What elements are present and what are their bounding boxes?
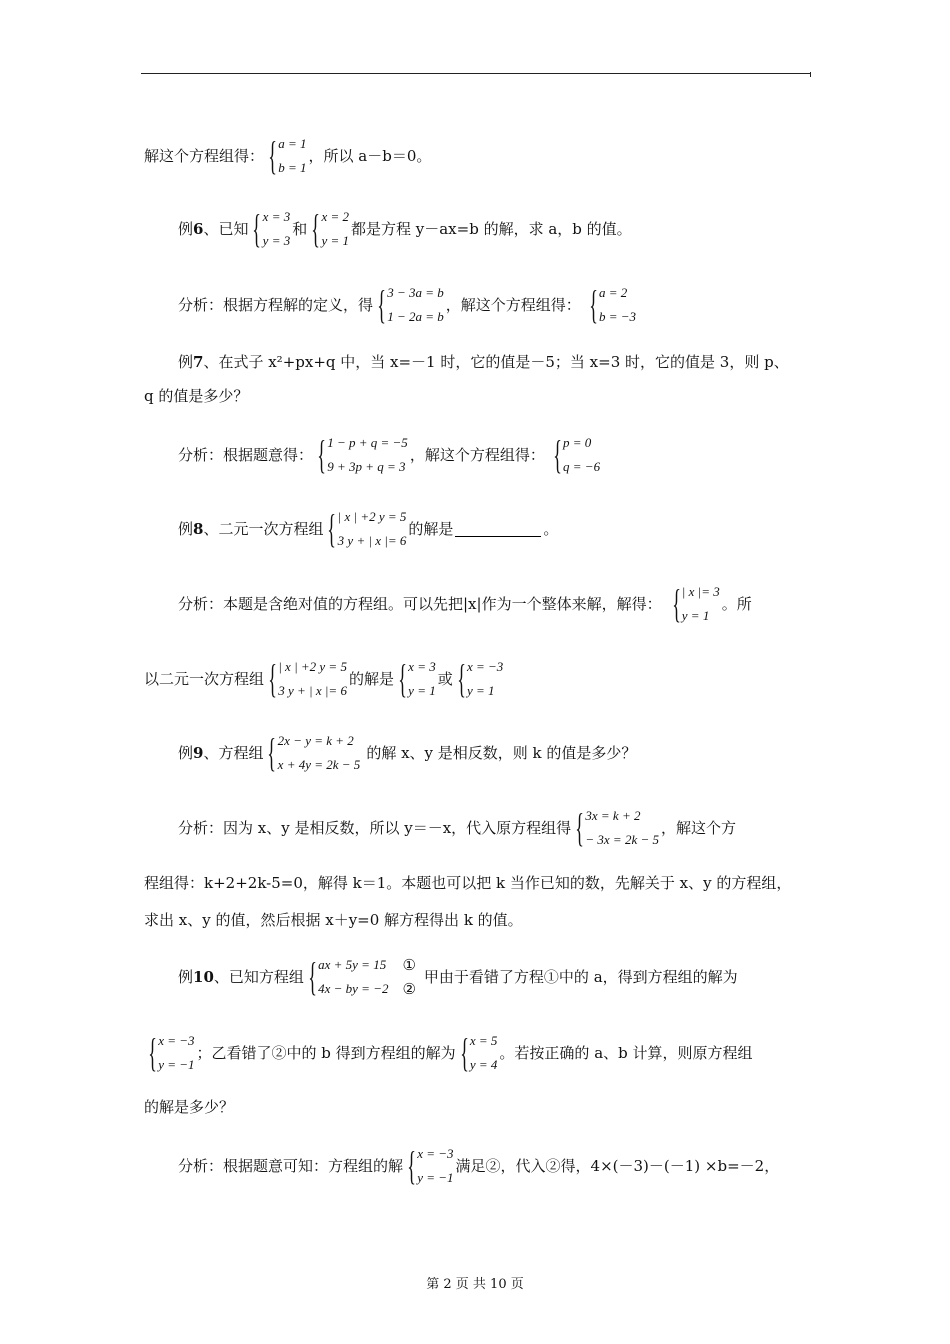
text: 以二元一次方程组 — [144, 670, 265, 688]
eq: 1 − 2a = b — [387, 309, 444, 324]
eq: | x | +2 y = 5 — [337, 509, 407, 524]
text: 例 — [178, 744, 194, 762]
equation-system: { x = 2 y = 1 — [311, 206, 349, 251]
text: 的解 x、y 是相反数，则 k 的值是多少？ — [366, 744, 637, 762]
text: 、在式子 x²+px+q 中，当 x=－1 时，它的值是－5；当 x=3 时，它的值是 3，则 p、 — [203, 353, 789, 371]
equation-system: { | x |= 3 y = 1 — [671, 581, 720, 626]
eq: | x |= 3 — [681, 584, 720, 599]
text: 、已知方程组 — [213, 968, 304, 986]
example-8 — [178, 505, 558, 553]
equation-system: { p = 0 q = −6 — [553, 432, 601, 477]
text: 。 — [543, 520, 559, 538]
eq: a = 2 — [598, 285, 628, 300]
text: ，解这个方程组得： — [445, 296, 581, 314]
text-line — [144, 1029, 753, 1077]
eq: 3 y + | x |= 6 — [278, 683, 347, 698]
page-footer: 第 2 页 共 10 页 — [426, 1277, 524, 1292]
equation-system: { a = 1 b = 1 — [268, 133, 307, 178]
equation-system: { x = −3 y = −1 — [148, 1030, 195, 1075]
equation-system: { | x | +2 y = 5 3 y + | x |= 6 — [268, 656, 347, 701]
text: 或 — [437, 670, 453, 688]
header-rule-tick — [810, 72, 811, 77]
text-line — [144, 655, 505, 703]
text: 。所 — [721, 595, 752, 613]
eq: b = −3 — [598, 309, 637, 324]
example-7 — [178, 351, 789, 373]
example-10 — [178, 953, 738, 1001]
analysis-10 — [178, 1142, 779, 1190]
eq: a = 1 — [278, 136, 307, 151]
eq: y = 1 — [681, 608, 710, 623]
eq: x = 2 — [321, 209, 349, 224]
text: 例 — [178, 520, 194, 538]
eq: x = −3 — [466, 659, 504, 674]
answer-blank — [455, 522, 541, 537]
text: 例 — [178, 220, 194, 238]
text: 分析：本题是含绝对值的方程组。可以先把|x|作为一个整体来解，解得： — [178, 595, 662, 613]
equation-markers — [402, 953, 415, 1001]
eq: y = −1 — [417, 1170, 454, 1185]
text: 程组得：k+2+2k-5=0，解得 k＝1。本题也可以把 k 当作已知的数，先解关于 x、y 的方程组， — [144, 874, 792, 892]
text-line — [144, 385, 248, 407]
eq: q = −6 — [563, 459, 601, 474]
text: 的解是 — [408, 520, 454, 538]
text: 的解是 — [348, 670, 394, 688]
text: 的解是多少？ — [144, 1098, 235, 1116]
text: ，解这个方 — [661, 819, 737, 837]
text: 分析：根据方程解的定义，得 — [178, 296, 374, 314]
equation-system: { x = −3 y = 1 — [457, 656, 504, 701]
text: ，解这个方程组得： — [409, 446, 545, 464]
text: 都是方程 y－ax=b 的解，求 a，b 的值。 — [350, 220, 632, 238]
eq: 3x = k + 2 — [585, 808, 641, 823]
text: ；乙看错了②中的 b 得到方程组的解为 — [196, 1044, 456, 1062]
text: ，所以 a－b＝0。 — [308, 147, 432, 165]
text: 例 — [178, 353, 194, 371]
eq: x + 4y = 2k − 5 — [277, 757, 361, 772]
text: 甲由于看错了方程①中的 a，得到方程组的解为 — [423, 968, 738, 986]
text-line — [144, 1096, 234, 1118]
text: 、已知 — [203, 220, 249, 238]
circled-two: ② — [402, 980, 416, 998]
eq: y = 1 — [466, 683, 495, 698]
eq: x = 3 — [408, 659, 436, 674]
example-9 — [178, 729, 636, 777]
text: 分析：根据题意得： — [178, 446, 314, 464]
example-6 — [178, 205, 632, 253]
equation-system: { | x | +2 y = 5 3 y + | x |= 6 — [327, 506, 407, 551]
example-number: 6 — [193, 220, 204, 238]
header-rule — [141, 73, 811, 74]
eq: | x | +2 y = 5 — [278, 659, 347, 674]
text: 和 — [292, 220, 308, 238]
eq: y = −1 — [158, 1057, 195, 1072]
equation-system: { ax + 5y = 15 4x − by = −2 — [308, 954, 389, 999]
eq: ax + 5y = 15 — [318, 957, 387, 972]
analysis-9 — [178, 804, 736, 852]
equation-system: { 3x = k + 2 − 3x = 2k − 5 — [575, 805, 659, 850]
eq: x = 5 — [469, 1033, 498, 1048]
text-line — [144, 909, 523, 931]
text: 、二元一次方程组 — [203, 520, 324, 538]
text-line — [144, 872, 791, 894]
text: 满足②，代入②得，4×(－3)－(－1) ×b=－2， — [455, 1157, 780, 1175]
eq: x = 3 — [262, 209, 291, 224]
text: q 的值是多少？ — [144, 387, 249, 405]
equation-system: { a = 2 b = −3 — [589, 282, 637, 327]
equation-system: { 2x − y = k + 2 x + 4y = 2k − 5 — [267, 730, 361, 775]
example-number: 10 — [193, 968, 214, 986]
eq: 3 − 3a = b — [387, 285, 444, 300]
eq: x = −3 — [417, 1146, 454, 1161]
eq: 9 + 3p + q = 3 — [327, 459, 406, 474]
analysis-8 — [178, 580, 752, 628]
eq: y = 1 — [321, 233, 349, 248]
analysis-6 — [178, 281, 638, 329]
eq: y = 3 — [262, 233, 291, 248]
text: 例 — [178, 968, 194, 986]
text: 。若按正确的 a、b 计算，则原方程组 — [499, 1044, 753, 1062]
eq: p = 0 — [563, 435, 592, 450]
equation-system: { x = −3 y = −1 — [407, 1143, 454, 1188]
eq: b = 1 — [278, 160, 307, 175]
example-number: 7 — [193, 353, 204, 371]
equation-system: { x = 3 y = 1 — [398, 656, 436, 701]
equation-system: { 1 − p + q = −5 9 + 3p + q = 3 — [317, 432, 408, 477]
text: 分析：根据题意可知：方程组的解 — [178, 1157, 404, 1175]
text-line — [144, 132, 431, 180]
text: 、方程组 — [203, 744, 264, 762]
text: 求出 x、y 的值，然后根据 x＋y=0 解方程得出 k 的值。 — [144, 911, 523, 929]
analysis-7 — [178, 431, 602, 479]
circled-one: ① — [402, 956, 416, 974]
eq: 1 − p + q = −5 — [327, 435, 408, 450]
eq: y = 1 — [408, 683, 436, 698]
equation-system: { x = 3 y = 3 — [252, 206, 291, 251]
example-number: 9 — [193, 744, 204, 762]
text: 分析：因为 x、y 是相反数，所以 y＝－x，代入原方程组得 — [178, 819, 572, 837]
eq: 4x − by = −2 — [318, 981, 389, 996]
equation-system: { 3 − 3a = b 1 − 2a = b — [377, 282, 444, 327]
eq: 3 y + | x |= 6 — [337, 533, 407, 548]
text: 解这个方程组得： — [144, 147, 265, 165]
eq: x = −3 — [158, 1033, 195, 1048]
equation-system: { x = 5 y = 4 — [459, 1030, 498, 1075]
eq: 2x − y = k + 2 — [277, 733, 354, 748]
eq: y = 4 — [469, 1057, 498, 1072]
example-number: 8 — [193, 520, 204, 538]
eq: − 3x = 2k − 5 — [585, 832, 659, 847]
